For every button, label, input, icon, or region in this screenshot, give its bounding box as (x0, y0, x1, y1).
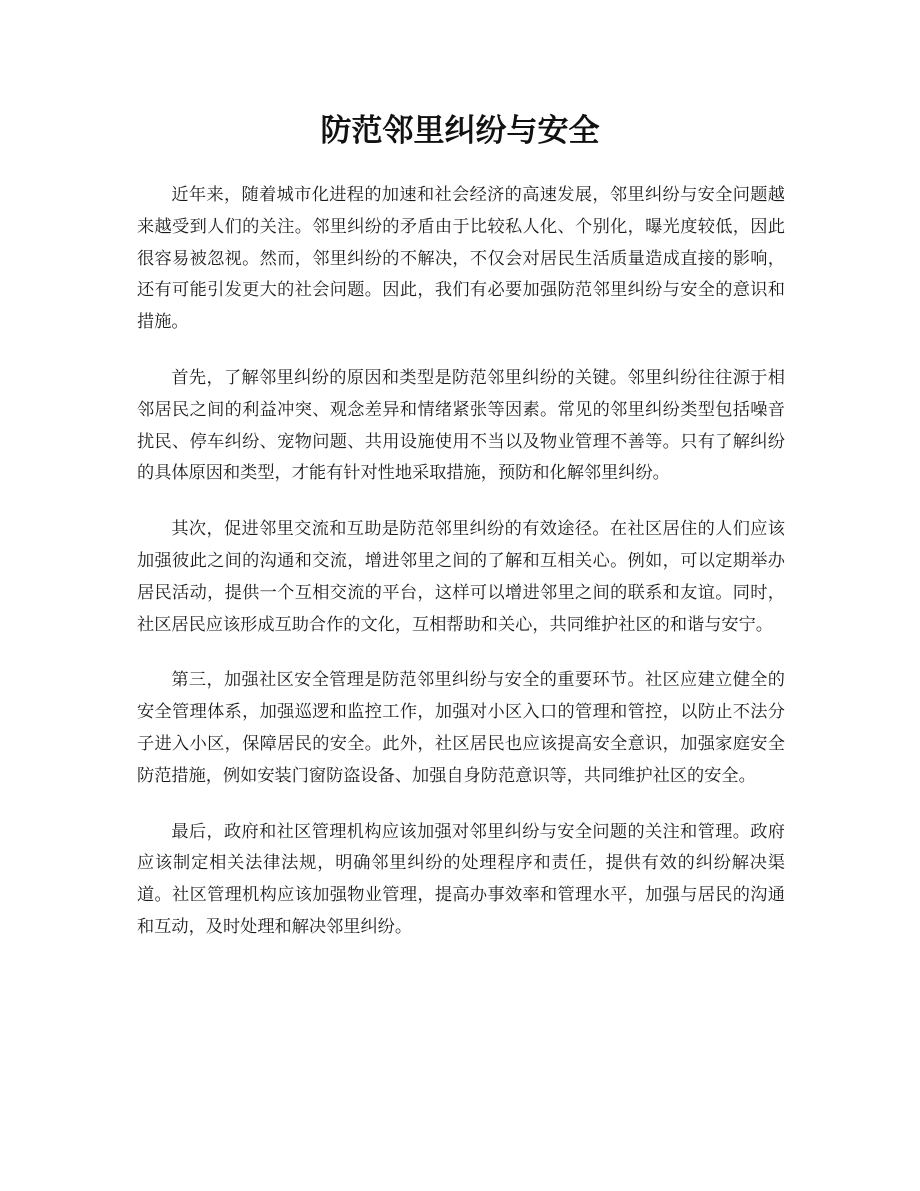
paragraph-security-management: 第三，加强社区安全管理是防范邻里纠纷与安全的重要环节。社区应建立健全的安全管理体系，加强巡逻和监控工作，加强对小区入口的管理和管控，以防止不法分子进入小区，保障居民的安全。此外，社区居民也应该提高安全意识，加强家庭安全防范措施，例如安装门窗防盗设备、加强自身防范意识等，共同维护社区的安全。 (137, 670, 785, 786)
document-body (137, 180, 785, 968)
paragraph-causes-and-types: 首先，了解邻里纠纷的原因和类型是防范邻里纠纷的关键。邻里纠纷往往源于相邻居民之间的利益冲突、观念差异和情绪紧张等因素。常见的邻里纠纷类型包括噪音扰民、停车纠纷、宠物问题、共用设施使用不当以及物业管理不善等。只有了解纠纷的具体原因和类型，才能有针对性地采取措施，预防和化解邻里纠纷。 (137, 367, 785, 484)
paragraph-government-role: 最后，政府和社区管理机构应该加强对邻里纠纷与安全问题的关注和管理。政府应该制定相关法律法规，明确邻里纠纷的处理程序和责任，提供有效的纠纷解决渠道。社区管理机构应该加强物业管理，提高办事效率和管理水平，加强与居民的沟通和互动，及时处理和解决邻里纠纷。 (137, 821, 785, 937)
paragraph-communication: 其次，促进邻里交流和互助是防范邻里纠纷的有效途径。在社区居住的人们应该加强彼此之间的沟通和交流，增进邻里之间的了解和互相关心。例如，可以定期举办居民活动，提供一个互相交流的平台，这样可以增进邻里之间的联系和友谊。同时，社区居民应该形成互助合作的文化，互相帮助和关心，共同维护社区的和谐与安宁。 (137, 519, 785, 635)
paragraph-intro: 近年来，随着城市化进程的加速和社会经济的高速发展，邻里纠纷与安全问题越来越受到人们的关注。邻里纠纷的矛盾由于比较私人化、个别化，曝光度较低，因此很容易被忽视。然而，邻里纠纷的不解决，不仅会对居民生活质量造成直接的影响，还有可能引发更大的社会问题。因此，我们有必要加强防范邻里纠纷与安全的意识和措施。 (137, 185, 785, 333)
document-title: 防范邻里纠纷与安全 (320, 113, 600, 149)
